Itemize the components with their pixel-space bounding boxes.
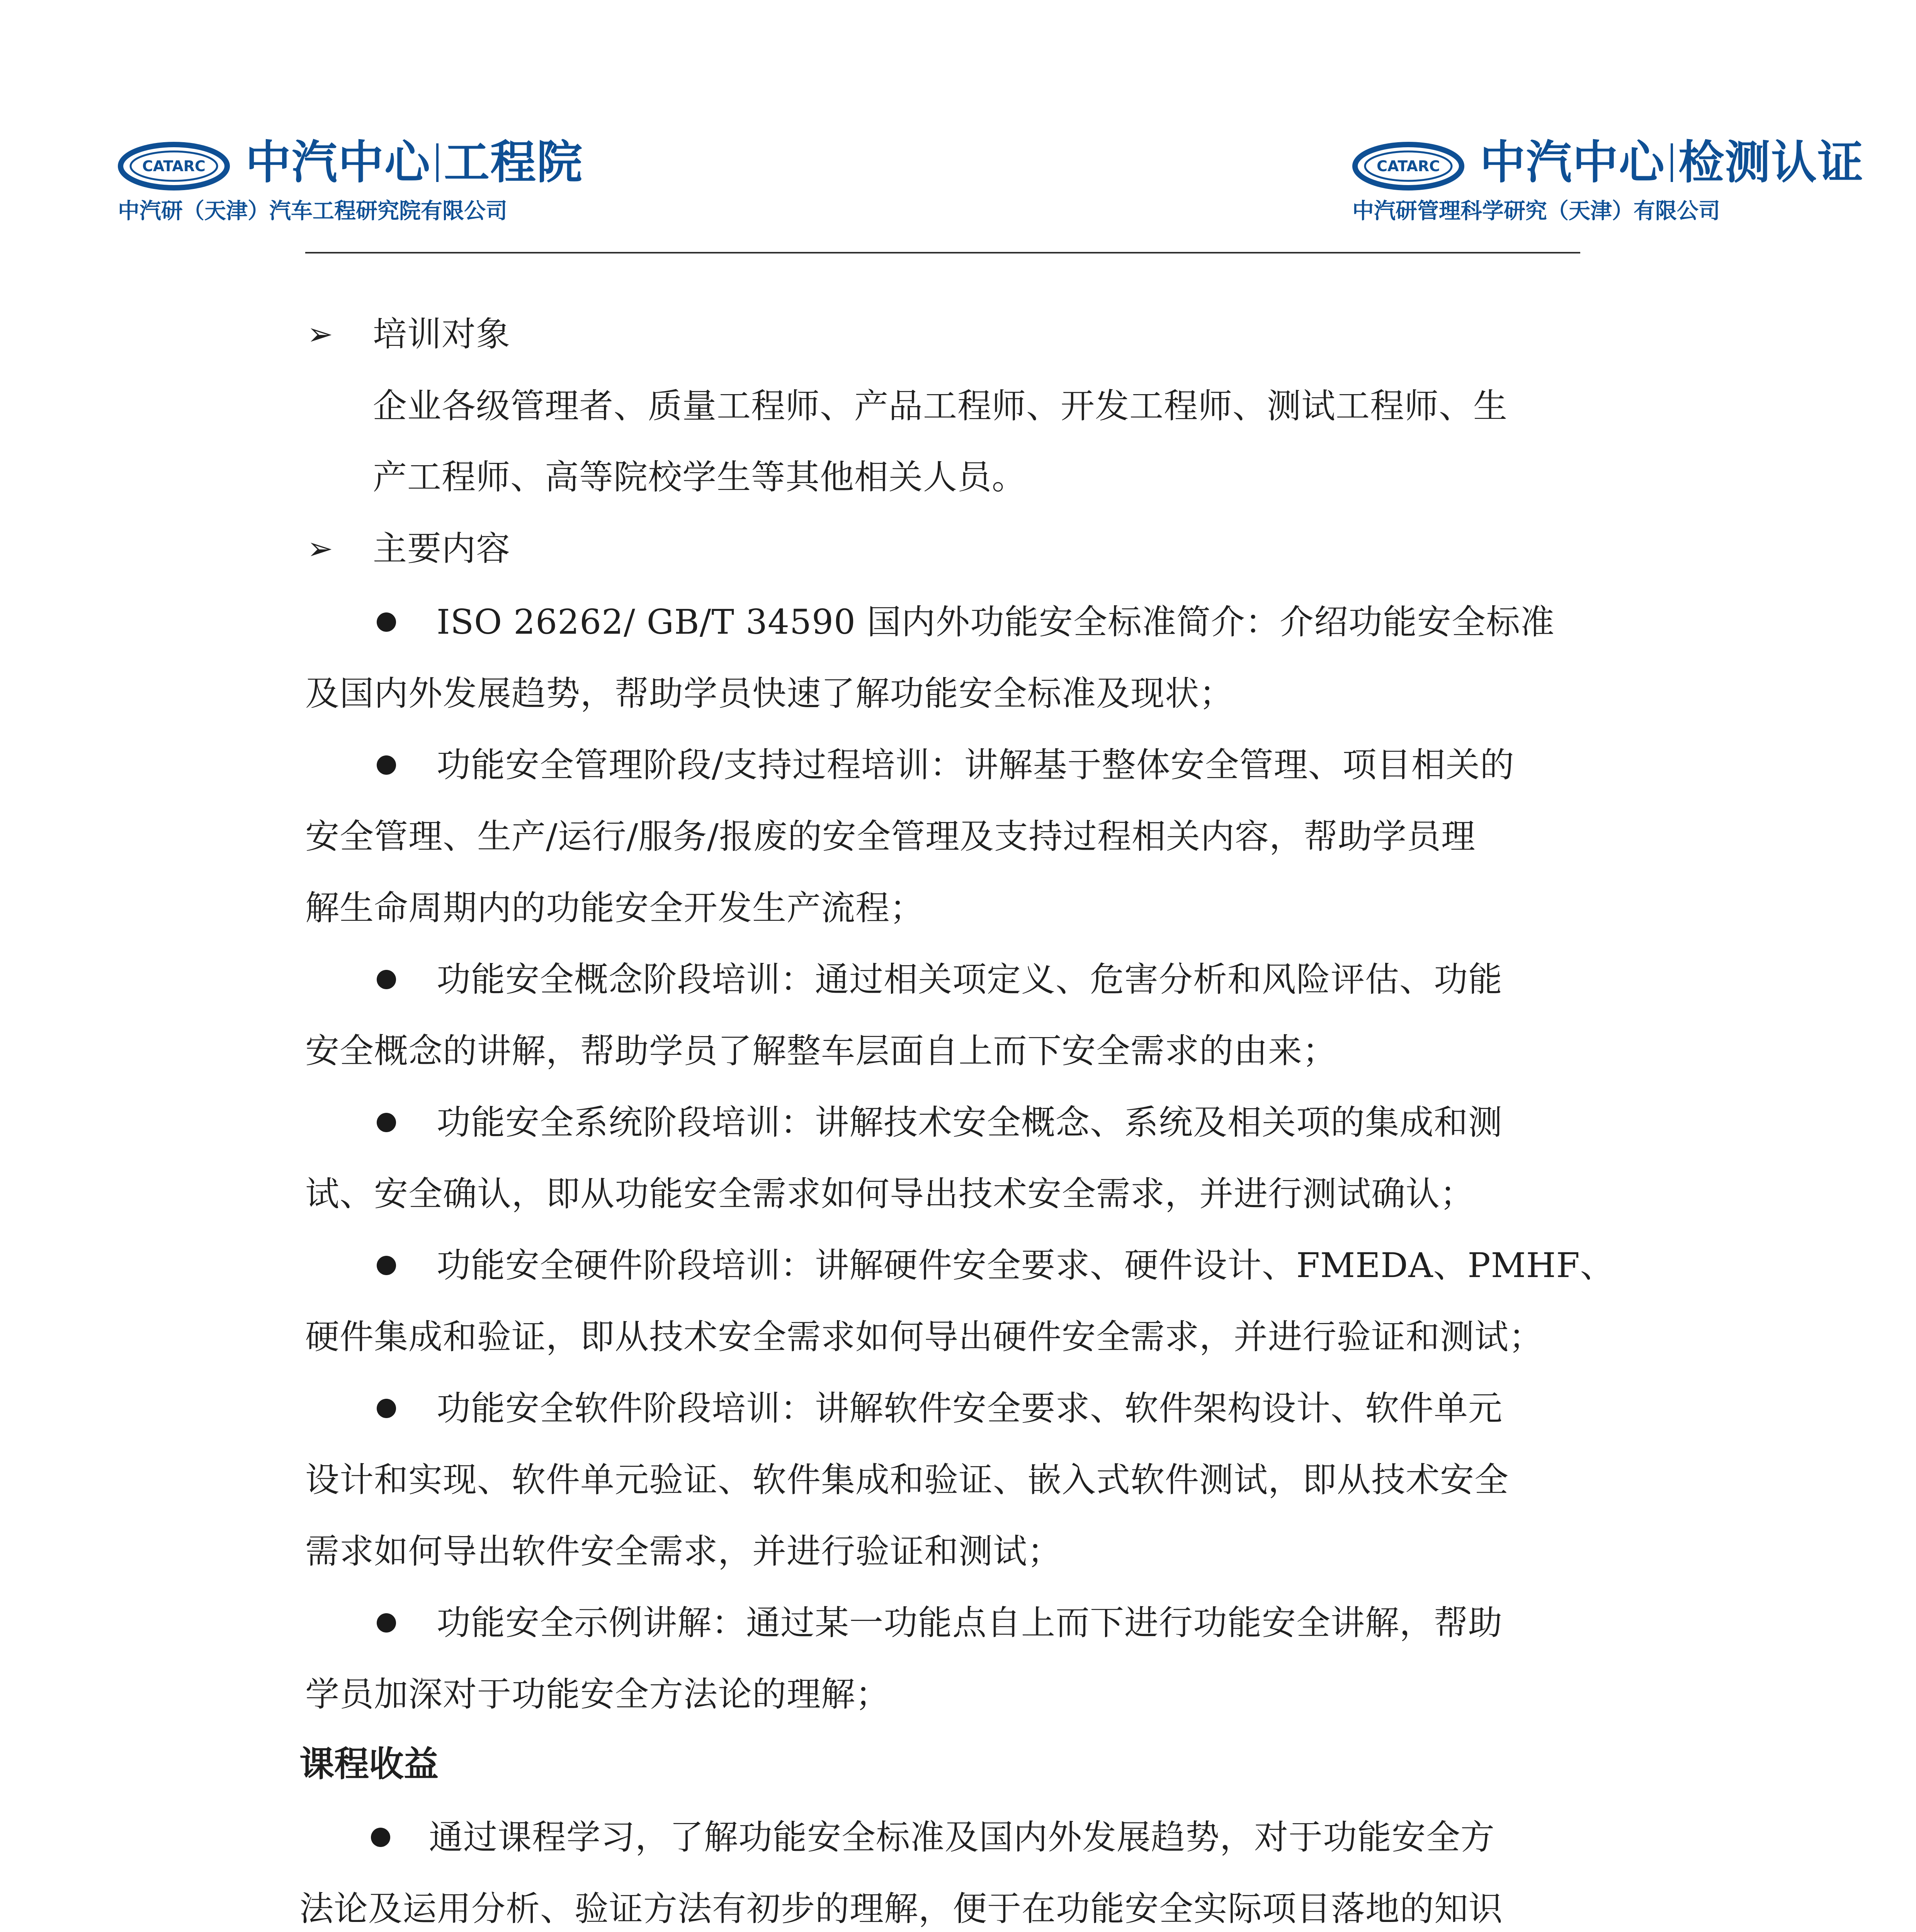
bullet-dot-icon [377, 612, 396, 632]
text-line: 及国内外发展趋势，帮助学员快速了解功能安全标准及现状； [305, 673, 1234, 713]
bullet-dot-icon [377, 1613, 396, 1633]
text-line: 解生命周期内的功能安全开发生产流程； [305, 888, 925, 928]
text-line: 安全概念的讲解，帮助学员了解整车层面自上而下安全需求的由来； [305, 1031, 1337, 1071]
text-line: 功能安全管理阶段/支持过程培训：讲解基于整体安全管理、项目相关的 [437, 745, 1515, 785]
logo-title-part-b: 工程院 [444, 136, 583, 189]
logo-title-part-a: 中汽中心 [1480, 136, 1666, 189]
text-line: ISO 26262/ GB/T 34590 国内外功能安全标准简介：介绍功能安全标准 [437, 602, 1555, 642]
logo-title-part-a: 中汽中心 [245, 136, 431, 189]
logo-subtitle: 中汽研（天津）汽车工程研究院有限公司 [118, 199, 507, 224]
bullet-dot-icon [377, 755, 396, 775]
section-heading-benefits: 课程收益 [299, 1743, 439, 1784]
text-line: 需求如何导出软件安全需求，并进行验证和测试； [305, 1531, 1062, 1571]
text-line: 安全管理、生产/运行/服务/报废的安全管理及支持过程相关内容，帮助学员理 [305, 816, 1476, 856]
text-line: 功能安全硬件阶段培训：讲解硬件安全要求、硬件设计、FMEDA、PMHF、 [437, 1245, 1615, 1285]
header-logo-left [118, 133, 583, 224]
section-heading-content: 主要内容 [373, 529, 511, 568]
section-heading-audience: 培训对象 [373, 314, 511, 354]
logo-divider [1671, 143, 1673, 182]
logo-mark-text: CATARC [1377, 158, 1440, 175]
arrow-bullet-icon: ➢ [307, 316, 333, 352]
text-line: 功能安全软件阶段培训：讲解软件安全要求、软件架构设计、软件单元 [437, 1388, 1503, 1428]
text-line: 功能安全概念阶段培训：通过相关项定义、危害分析和风险评估、功能 [437, 959, 1503, 999]
logo-title [245, 133, 583, 191]
text-line: 企业各级管理者、质量工程师、产品工程师、开发工程师、测试工程师、生 [373, 386, 1508, 426]
text-line: 产工程师、高等院校学生等其他相关人员。 [373, 457, 1027, 497]
text-line: 通过课程学习，了解功能安全标准及国内外发展趋势，对于功能安全方 [429, 1817, 1495, 1857]
bullet-dot-icon [371, 1828, 390, 1847]
text-line: 设计和实现、软件单元验证、软件集成和验证、嵌入式软件测试，即从技术安全 [305, 1460, 1509, 1500]
header-divider [305, 252, 1580, 253]
text-line: 学员加深对于功能安全方法论的理解； [305, 1674, 890, 1714]
text-line: 硬件集成和验证，即从技术安全需求如何导出硬件安全需求，并进行验证和测试； [305, 1317, 1544, 1357]
header-logo-right [1352, 133, 1864, 224]
arrow-bullet-icon: ➢ [307, 531, 333, 566]
bullet-dot-icon [377, 1256, 396, 1275]
bullet-dot-icon [377, 1113, 396, 1132]
logo-mark-text: CATARC [142, 158, 206, 175]
logo-title [1480, 133, 1864, 191]
text-line: 法论及运用分析、验证方法有初步的理解，便于在功能安全实际项目落地的知识 [299, 1889, 1503, 1929]
bullet-dot-icon [377, 1399, 396, 1418]
catarc-logo-icon [1352, 141, 1464, 191]
logo-title-part-b: 检测认证 [1678, 136, 1864, 189]
text-line: 试、安全确认，即从功能安全需求如何导出技术安全需求，并进行测试确认； [305, 1174, 1475, 1214]
text-line: 功能安全示例讲解：通过某一功能点自上而下进行功能安全讲解，帮助 [437, 1603, 1503, 1643]
bullet-dot-icon [377, 970, 396, 989]
logo-divider [436, 143, 439, 182]
text-line: 功能安全系统阶段培训：讲解技术安全概念、系统及相关项的集成和测 [437, 1102, 1503, 1142]
catarc-logo-icon [118, 141, 230, 191]
logo-subtitle: 中汽研管理科学研究（天津）有限公司 [1352, 199, 1720, 224]
